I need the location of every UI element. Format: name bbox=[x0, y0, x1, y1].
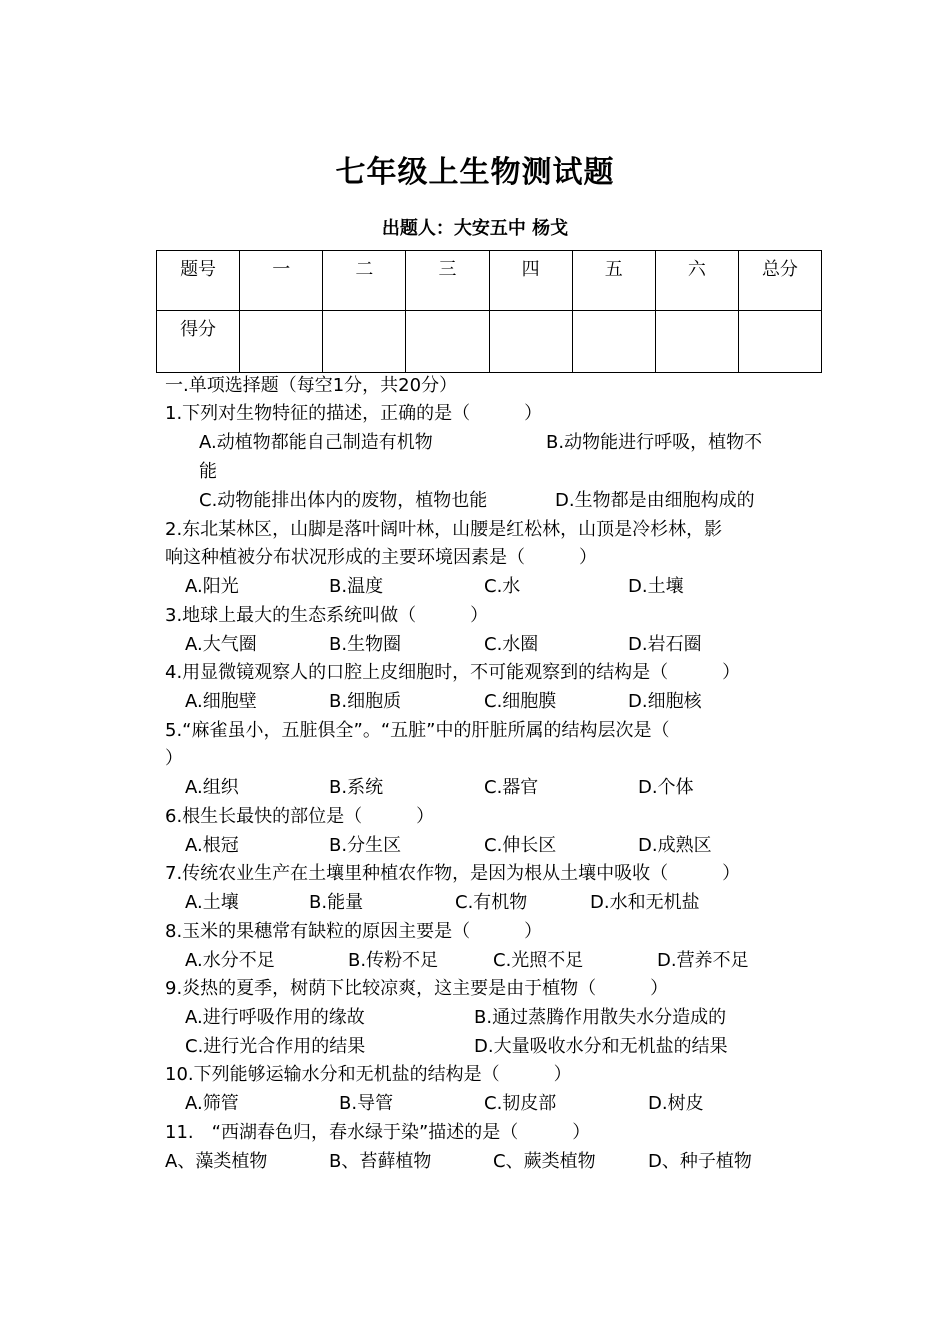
option-a: A.动植物都能自己制造有机物 bbox=[199, 432, 433, 453]
option-b: B.生物圈 bbox=[329, 634, 402, 655]
table-cell-header: 六 bbox=[655, 251, 738, 311]
question-stem: 9.炎热的夏季，树荫下比较凉爽，这主要是由于植物（ ） bbox=[165, 978, 669, 999]
option-a: A.细胞壁 bbox=[185, 691, 257, 712]
question-stem: 10.下列能够运输水分和无机盐的结构是（ ） bbox=[165, 1064, 572, 1085]
option-c: C.细胞膜 bbox=[484, 691, 557, 712]
question-stem: 4.用显微镜观察人的口腔上皮细胞时，不可能观察到的结构是（ ） bbox=[165, 662, 741, 683]
question-stem: 3.地球上最大的生态系统叫做（ ） bbox=[165, 605, 489, 626]
option-b-continuation: 能 bbox=[199, 461, 217, 482]
score-cell[interactable] bbox=[572, 311, 655, 373]
option-a: A.进行呼吸作用的缘故 bbox=[185, 1007, 365, 1028]
question-stem: 6.根生长最快的部位是（ ） bbox=[165, 806, 435, 827]
question-stem: 7.传统农业生产在土壤里种植农作物，是因为根从土壤中吸收（ ） bbox=[165, 863, 741, 884]
page-title: 七年级上生物测试题 bbox=[335, 155, 615, 190]
score-cell[interactable] bbox=[655, 311, 738, 373]
score-table bbox=[156, 250, 822, 373]
option-d: D.水和无机盐 bbox=[590, 892, 700, 913]
option-c: C.光照不足 bbox=[493, 950, 584, 971]
score-cell[interactable] bbox=[406, 311, 489, 373]
option-c: C.韧皮部 bbox=[484, 1093, 557, 1114]
option-b: B.系统 bbox=[329, 777, 384, 798]
option-b: B.细胞质 bbox=[329, 691, 402, 712]
score-cell[interactable] bbox=[323, 311, 406, 373]
question-stem-continuation: ） bbox=[165, 748, 183, 769]
option-c: C.水圈 bbox=[484, 634, 539, 655]
table-cell-header: 题号 bbox=[157, 251, 240, 311]
option-d: D.大量吸收水分和无机盐的结果 bbox=[474, 1036, 728, 1057]
question-stem: 11. “西湖春色归，春水绿于染”描述的是（ ） bbox=[165, 1122, 591, 1143]
table-cell-header: 四 bbox=[489, 251, 572, 311]
option-d: D.生物都是由细胞构成的 bbox=[555, 490, 755, 511]
section-title: 一.单项选择题（每空1分，共20分） bbox=[165, 375, 458, 396]
table-row-question-numbers bbox=[157, 251, 822, 311]
option-d: D.土壤 bbox=[628, 576, 684, 597]
option-a: A、藻类植物 bbox=[165, 1151, 268, 1172]
question-stem: 8.玉米的果穗常有缺粒的原因主要是（ ） bbox=[165, 921, 543, 942]
score-cell[interactable] bbox=[489, 311, 572, 373]
table-cell-header: 三 bbox=[406, 251, 489, 311]
option-d: D.细胞核 bbox=[628, 691, 702, 712]
option-d: D.个体 bbox=[638, 777, 694, 798]
option-d: D、种子植物 bbox=[648, 1151, 752, 1172]
option-d: D.树皮 bbox=[648, 1093, 704, 1114]
table-cell-label: 得分 bbox=[157, 311, 240, 373]
score-cell[interactable] bbox=[738, 311, 821, 373]
option-c: C、蕨类植物 bbox=[493, 1151, 596, 1172]
table-cell-header: 二 bbox=[323, 251, 406, 311]
option-c: C.水 bbox=[484, 576, 521, 597]
option-a: A.根冠 bbox=[185, 835, 239, 856]
option-c: C.器官 bbox=[484, 777, 539, 798]
question-stem: 1.下列对生物特征的描述，正确的是（ ） bbox=[165, 403, 543, 424]
option-a: A.土壤 bbox=[185, 892, 239, 913]
option-a: A.阳光 bbox=[185, 576, 239, 597]
table-row-scores bbox=[157, 311, 822, 373]
question-stem: 5.“麻雀虽小，五脏俱全”。“五脏”中的肝脏所属的结构层次是（ bbox=[165, 720, 670, 741]
option-c: C.伸长区 bbox=[484, 835, 557, 856]
option-d: D.营养不足 bbox=[657, 950, 749, 971]
option-c: C.有机物 bbox=[455, 892, 528, 913]
option-b: B、苔藓植物 bbox=[329, 1151, 432, 1172]
table-cell-header: 总分 bbox=[738, 251, 821, 311]
question-stem: 2.东北某林区，山脚是落叶阔叶林，山腰是红松林，山顶是冷杉林，影 bbox=[165, 519, 723, 540]
question-stem-continuation: 响这种植被分布状况形成的主要环境因素是（ ） bbox=[165, 547, 597, 568]
option-b: B.温度 bbox=[329, 576, 384, 597]
option-c: C.动物能排出体内的废物，植物也能 bbox=[199, 490, 488, 511]
option-a: A.筛管 bbox=[185, 1093, 239, 1114]
option-a: A.水分不足 bbox=[185, 950, 275, 971]
option-b: B.通过蒸腾作用散失水分造成的 bbox=[474, 1007, 727, 1028]
author-line: 出题人：大安五中 杨戈 bbox=[381, 218, 569, 239]
option-b: B.能量 bbox=[309, 892, 364, 913]
option-a: A.大气圈 bbox=[185, 634, 257, 655]
option-b: B.动物能进行呼吸，植物不 bbox=[546, 432, 763, 453]
table-cell-header: 五 bbox=[572, 251, 655, 311]
score-cell[interactable] bbox=[240, 311, 323, 373]
option-b: B.分生区 bbox=[329, 835, 402, 856]
option-b: B.传粉不足 bbox=[348, 950, 439, 971]
option-d: D.成熟区 bbox=[638, 835, 712, 856]
option-b: B.导管 bbox=[339, 1093, 394, 1114]
option-c: C.进行光合作用的结果 bbox=[185, 1036, 366, 1057]
option-d: D.岩石圈 bbox=[628, 634, 702, 655]
option-a: A.组织 bbox=[185, 777, 239, 798]
table-cell-header: 一 bbox=[240, 251, 323, 311]
